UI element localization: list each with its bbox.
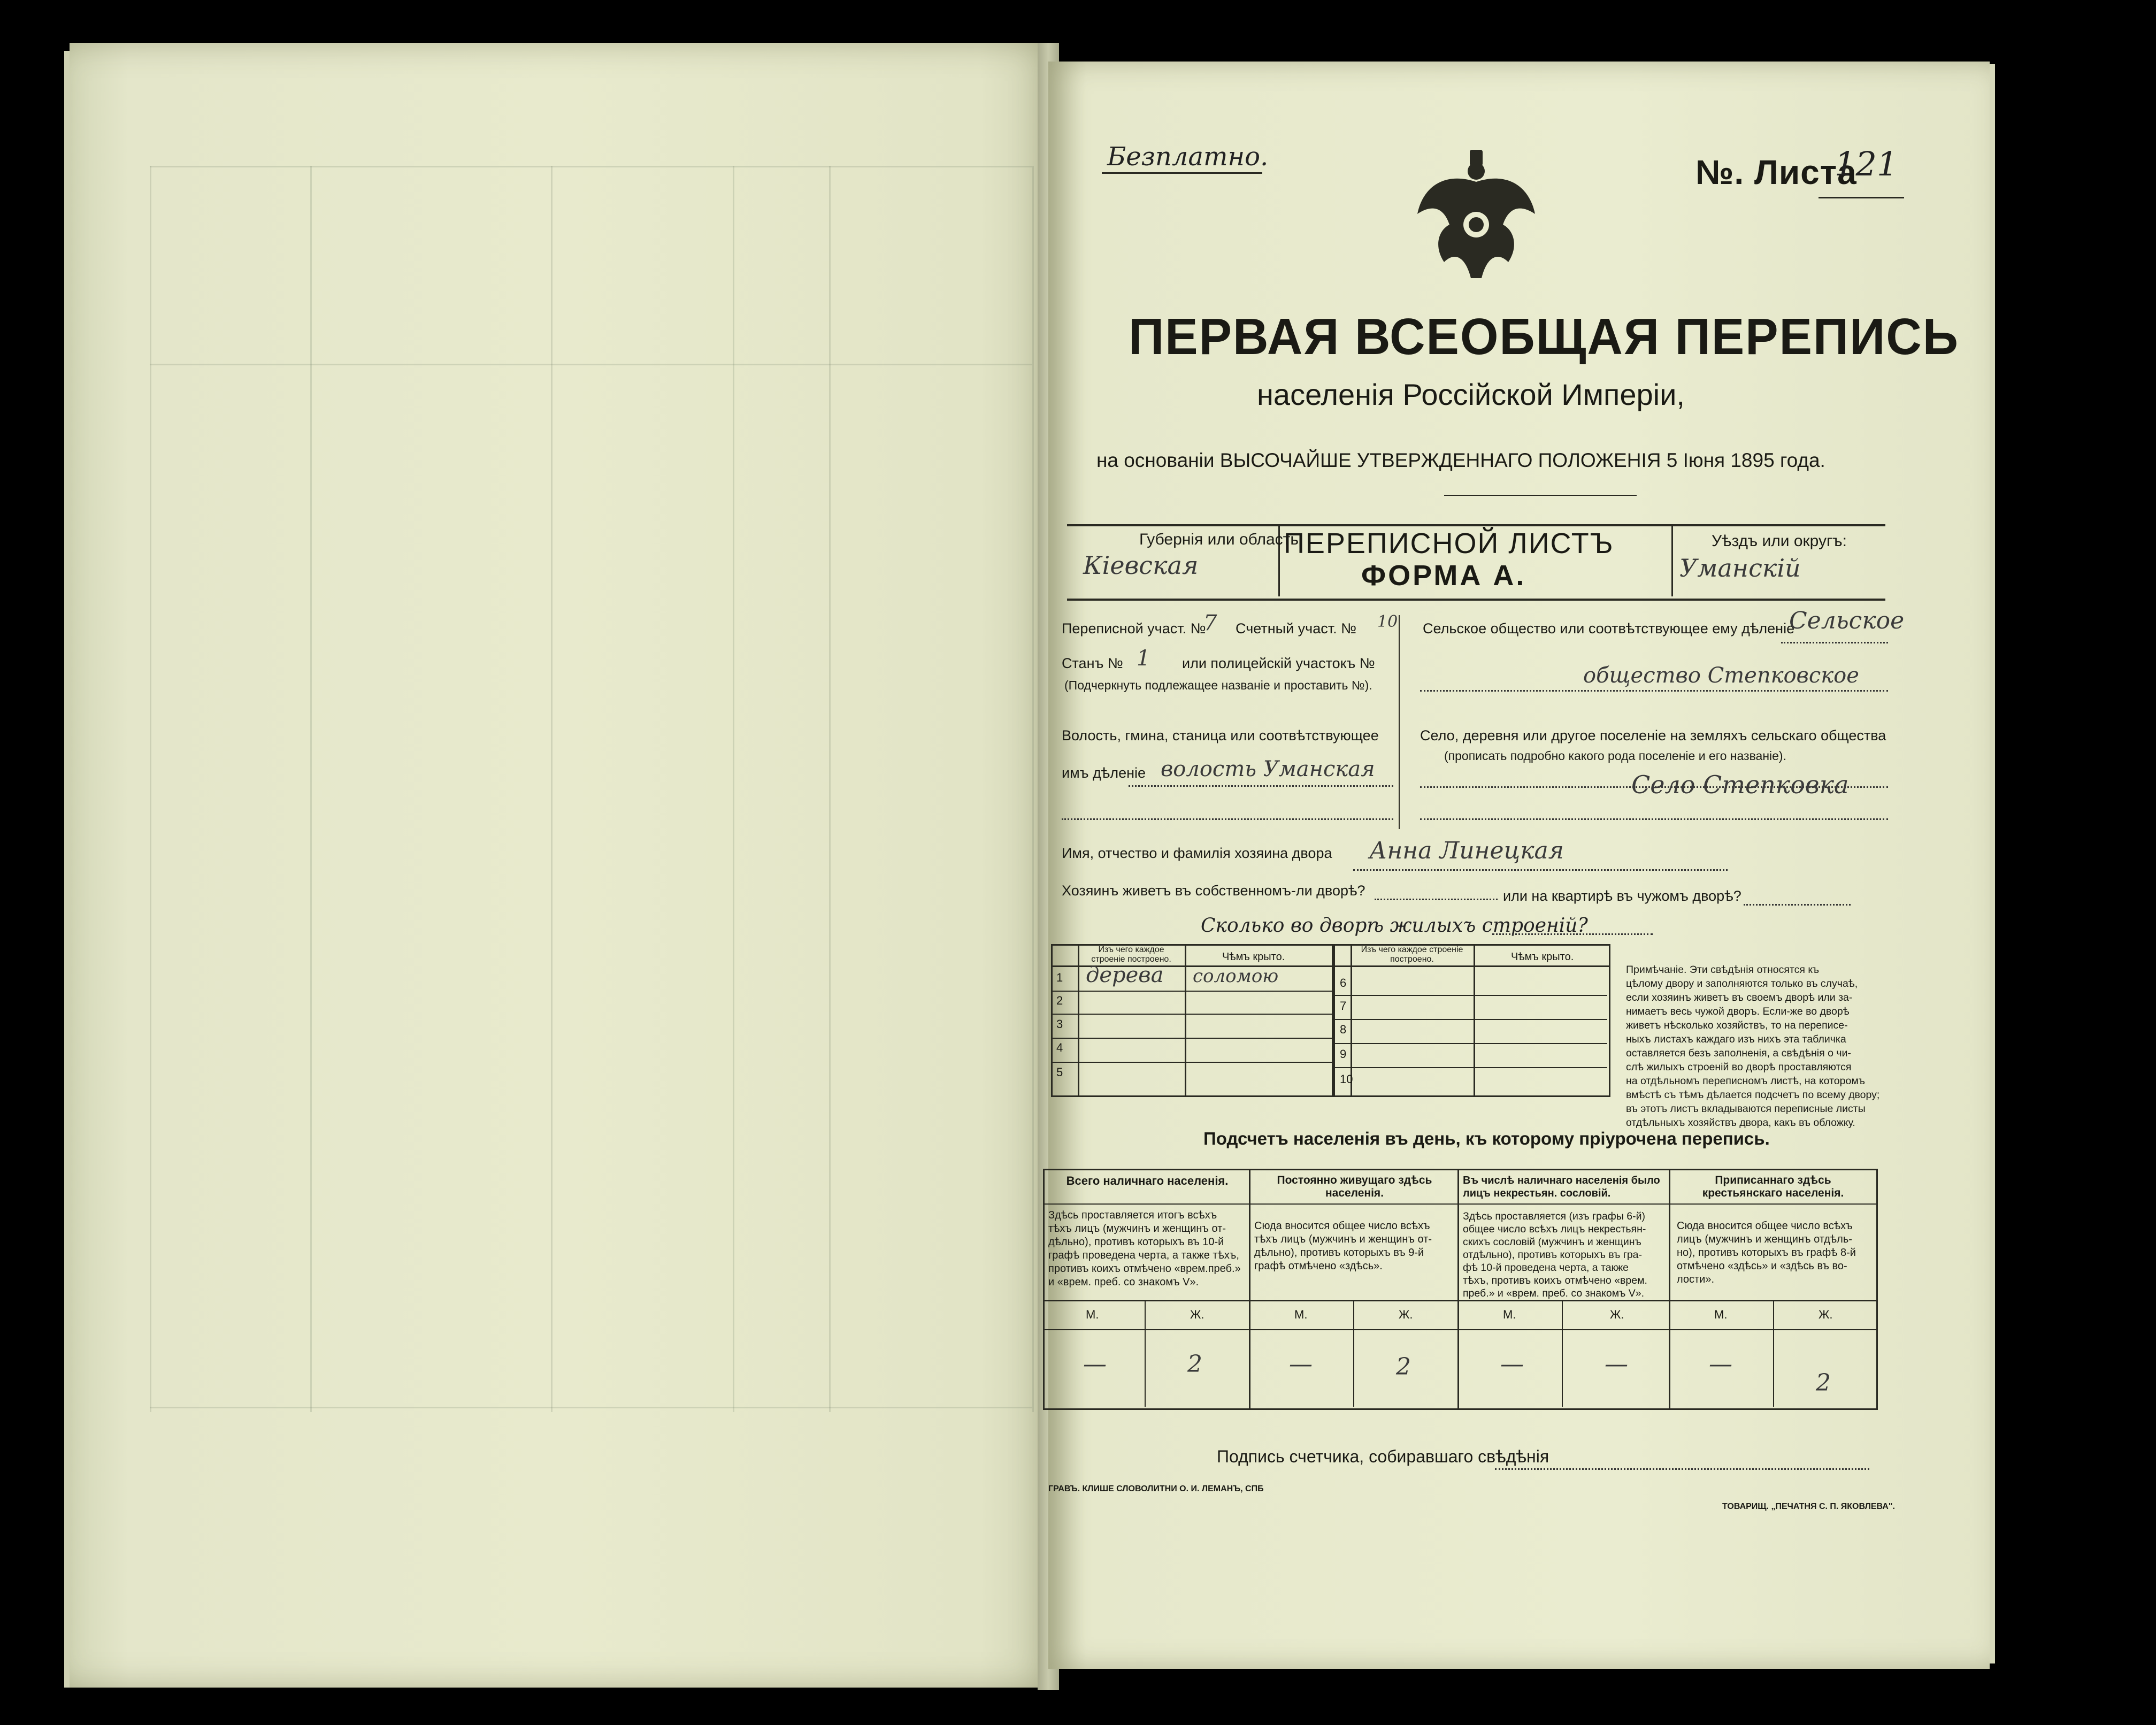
- row-number: 9: [1340, 1047, 1347, 1061]
- sheet-number-value: 121: [1835, 144, 1898, 183]
- stan-value: 1: [1137, 646, 1150, 671]
- registered-female-value: 2: [1816, 1369, 1831, 1397]
- imperial-eagle-emblem: [1412, 150, 1540, 283]
- row-number: 5: [1056, 1065, 1063, 1079]
- male-label: М.: [1503, 1308, 1516, 1321]
- footnote: Примѣчаніе. Эти свѣдѣнія относятся къ цѣлому двору и заполняются только въ случаѣ, если хозяинъ живетъ въ своемъ дворѣ или за- нимаетъ весь чужой дворъ. Если-же во дворѣ живетъ нѣсколько хозяйствъ, то на переписе- ныхъ листахъ каждаго изъ нихъ эта табличка оставляется безъ заполненія, а свѣдѣнія о чи- слѣ жилыхъ строеній во дворѣ проставляются на отдѣльномъ переписномъ листѣ, на которомъ вмѣстѣ съ тѣмъ дѣлается подсчетъ по всему двору; въ этотъ листъ вкладываются переписные листы отдѣльныхъ хозяйствъ двора, какъ въ обложку.: [1626, 964, 1880, 1129]
- owner-value: Анна Линецкая: [1369, 837, 1564, 864]
- row-number: 2: [1056, 994, 1063, 1007]
- permanent-male-value: —: [1289, 1351, 1313, 1378]
- count-col-nonpeasant-title: Въ числѣ наличнаго населенія было лицъ некрестьян. сословій.: [1463, 1175, 1660, 1199]
- total-male-value: —: [1083, 1351, 1107, 1378]
- roof-value: соломою: [1193, 965, 1279, 987]
- volost-label-2: имъ дѣленіе: [1062, 765, 1146, 781]
- province-label: Губернія или область:: [1139, 531, 1303, 548]
- buildings-question: Сколько во дворѣ жилыхъ строеній?: [1201, 915, 1588, 937]
- row-number: 8: [1340, 1023, 1347, 1036]
- volost-value: волость Уманская: [1161, 757, 1375, 781]
- row-number: 3: [1056, 1017, 1063, 1031]
- signature-label: Подпись счетчика, собиравшаго свѣдѣнія: [1217, 1447, 1549, 1466]
- row-number: 6: [1340, 976, 1347, 990]
- census-basis: на основаніи ВЫСОЧАЙШЕ УТВЕРЖДЕННАГО ПОЛОЖЕНІЯ 5 Іюня 1895 года.: [1096, 449, 1825, 471]
- police-area-label: или полицейскій участокъ №: [1182, 655, 1375, 671]
- count-table: [1043, 1169, 1878, 1410]
- female-label: Ж.: [1190, 1308, 1204, 1321]
- sheet-number-label: №. Листа: [1695, 153, 1857, 191]
- row-number: 4: [1056, 1041, 1063, 1054]
- female-label: Ж.: [1610, 1308, 1624, 1321]
- district-label: Уѣздъ или округъ:: [1712, 532, 1847, 550]
- male-label: М.: [1086, 1308, 1099, 1321]
- total-female-value: 2: [1187, 1351, 1202, 1378]
- nonpeasant-female-value: —: [1605, 1351, 1628, 1378]
- census-area-value: 7: [1203, 611, 1217, 635]
- printer-right: ТОВАРИЩ. „ПЕЧАТНЯ С. П. ЯКОВЛЕВА".: [1722, 1502, 1895, 1511]
- left-page: [70, 43, 1059, 1688]
- material-value: дерева: [1086, 963, 1164, 987]
- stan-label: Станъ №: [1062, 655, 1123, 671]
- census-form-page: [1048, 62, 1990, 1669]
- male-label: М.: [1294, 1308, 1308, 1321]
- female-label: Ж.: [1819, 1308, 1833, 1321]
- permanent-female-value: 2: [1396, 1353, 1411, 1381]
- society-value-1: Сельское: [1789, 607, 1905, 634]
- society-label: Сельское общество или соотвѣтствующее ему дѣленіе: [1423, 620, 1795, 637]
- nonpeasant-male-value: —: [1500, 1351, 1524, 1378]
- count-col-permanent-desc: Сюда вносится общее число всѣхъ тѣхъ лицъ (мужчинъ и женщинъ от- дѣльно), противъ которыхъ въ 9-й графѣ отмѣчено «здѣсь».: [1254, 1220, 1432, 1272]
- village-label: Село, деревня или другое поселеніе на земляхъ сельскаго общества: [1420, 727, 1886, 743]
- census-area-label: Переписной участ. №: [1062, 620, 1206, 637]
- female-label: Ж.: [1399, 1308, 1413, 1321]
- count-col-registered-desc: Сюда вносится общее число всѣхъ лицъ (мужчинъ и женщинъ отдѣль- но), противъ которыхъ въ графѣ 8-й отмѣчено «здѣсь» и «здѣсь въ во- лости».: [1677, 1220, 1856, 1285]
- registered-male-value: —: [1709, 1351, 1732, 1378]
- village-note: (прописать подробно какого рода поселеніе и его названіе).: [1444, 749, 1786, 763]
- count-col-total-desc: Здѣсь проставляется итогъ всѣхъ тѣхъ лицъ (мужчинъ и женщинъ от- дѣльно), противъ которыхъ въ 10-й графѣ проведена черта, а также тѣхъ, противъ коихъ отмѣчено «врем.преб.» и «врем. преб. со знакомъ V».: [1048, 1209, 1241, 1288]
- material-header-left: Изъ чего каждое строеніе построено.: [1091, 945, 1171, 964]
- volost-label: Волость, гмина, станица или соотвѣтствующее: [1062, 727, 1379, 743]
- row-number: 1: [1056, 971, 1063, 984]
- count-col-registered-title: Приписаннаго здѣсь крестьянскаго населенія.: [1702, 1174, 1844, 1199]
- row-number: 10: [1340, 1072, 1353, 1086]
- count-col-permanent-title: Постоянно живущаго здѣсь населенія.: [1277, 1174, 1432, 1199]
- form-title-line1: ПЕРЕПИСНОЙ ЛИСТЪ: [1284, 527, 1614, 559]
- free-label: Безплатно.: [1107, 142, 1269, 172]
- roof-header-right: Чѣмъ крыто.: [1511, 951, 1574, 963]
- census-title: ПЕРВАЯ ВСЕОБЩАЯ ПЕРЕПИСЬ: [1129, 308, 1959, 365]
- count-area-label: Счетный участ. №: [1236, 620, 1357, 637]
- male-label: М.: [1714, 1308, 1728, 1321]
- underline-note: (Подчеркнуть подлежащее названіе и проставить №).: [1064, 678, 1372, 692]
- count-col-nonpeasant-desc: Здѣсь проставляется (изъ графы 6-й) общее число всѣхъ лицъ некрестьян- скихъ сословій (мужчинъ и женщинъ отдѣльно), противъ которыхъ въ гра- фѣ 10-й проведена черта, а также тѣхъ, противъ коихъ отмѣчено «врем. преб.» и «врем. преб. со знакомъ V».: [1463, 1210, 1647, 1299]
- form-title-line2: ФОРМА А.: [1361, 559, 1526, 592]
- row-number: 7: [1340, 999, 1347, 1013]
- printer-left: ГРАВЪ. КЛИШЕ СЛОВОЛИТНИ О. И. ЛЕМАНЪ, СПБ: [1048, 1484, 1264, 1493]
- village-value: Село Степковка: [1631, 770, 1849, 799]
- count-col-total-title: Всего наличнаго населенія.: [1066, 1174, 1229, 1187]
- material-header-right: Изъ чего каждое строеніе построено.: [1361, 945, 1463, 964]
- district-value: Уманскій: [1679, 554, 1801, 582]
- count-heading: Подсчетъ населенія въ день, къ которому пріурочена перепись.: [1203, 1129, 1770, 1148]
- province-value: Кіевская: [1083, 551, 1199, 580]
- own-house-label: Хозяинъ живетъ въ собственномъ-ли дворѣ?: [1062, 883, 1365, 899]
- rented-label: или на квартирѣ въ чужомъ дворѣ?: [1503, 888, 1741, 904]
- roof-header-left: Чѣмъ крыто.: [1222, 951, 1285, 963]
- society-value-2: общество Степковское: [1583, 663, 1859, 688]
- owner-label: Имя, отчество и фамилія хозяина двора: [1062, 845, 1332, 861]
- census-subtitle: населенія Россійской Имперіи,: [1257, 378, 1685, 411]
- count-area-value: 10: [1377, 612, 1398, 631]
